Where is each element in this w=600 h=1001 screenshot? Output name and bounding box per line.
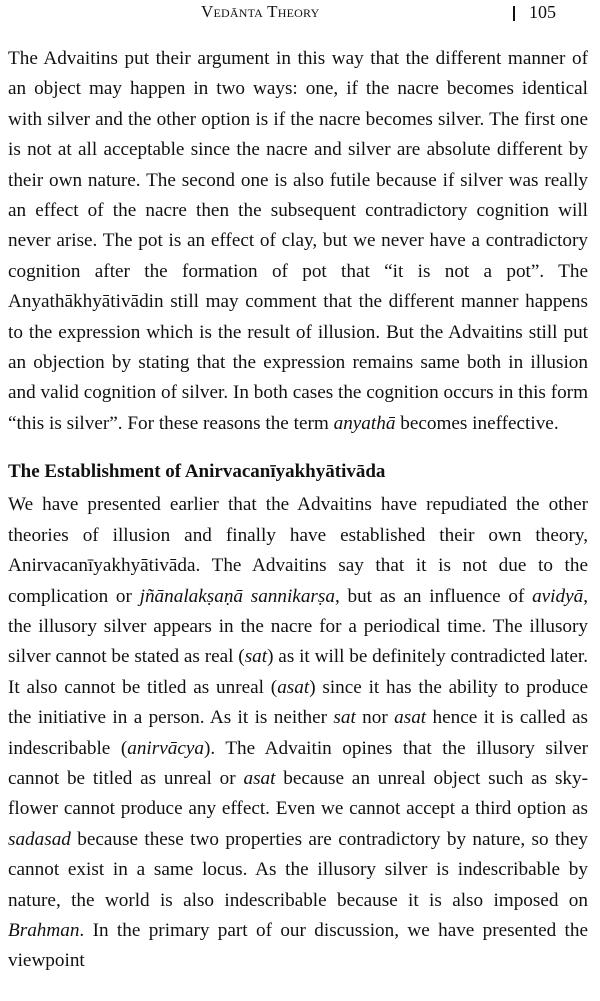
paragraph-advaitin-argument: The Advaitins put their argument in this way that the different manner of an object may happen in two ways: one, if the nacre becomes identical with silver and the other option is if the nacre becomes silver. The first one is not at all acceptable since the nacre and silver are absolute different by their own nature. The second one is also futile because if silver was really an effect of the nacre then the subsequent contradictory cognition will never arise. The pot is an effect of clay, but we never have a contradictory cognition after the formation of pot that “it is not a pot”. The Anyathākhyātivādin still may comment that the different manner happens to the expression which is the result of illusion. But the Advaitins still put an objection by stating that the expression remains same both in illusion and valid cognition of silver. In both cases the cognition occurs in this form “this is silver”. For these reasons the term anyathā becomes ineffective. bbox=[8, 48, 588, 434]
italic-term: anirvācya bbox=[127, 737, 204, 759]
italic-term: sat bbox=[244, 646, 268, 668]
header-divider bbox=[513, 6, 515, 21]
italic-term: jñānalakṣaṇā sannikarṣa bbox=[139, 585, 335, 607]
italic-term: asat bbox=[243, 767, 276, 789]
italic-term: Brahman bbox=[8, 919, 80, 941]
paragraph-anirvacaniyakhyativada: We have presented earlier that the Advaitins have repudiated the other theories of illusion and finally have established their own theory, Anirvacanīyakhyātivāda. The Advaitins say that it is not due to the complication or jñānalakṣaṇā sannikarṣa, but as an influence of avidyā, the illusory silver appears in the nacre for a periodical time. The illusory silver cannot be stated as real (sat) as it will be definitely contradicted later. It also cannot be titled as unreal (asat) since it has the ability to produce the initiative in a person. As it is neither sat nor asat hence it is called as indescribable (anirvācya). The Advaitin opines that the illusory silver cannot be titled as unreal or asat because an unreal object such as sky-flower cannot produce any effect. Even we cannot accept a third option as sadasad because these two properties are contradictory by nature, so they cannot exist in a same locus. As the illusory silver is indescribable by nature, the world is also indescribable because it is also imposed on Brahman. In the primary part of our discussion, we have presented the viewpoint bbox=[8, 494, 589, 972]
section-heading: The Establishment of Anirvacanīyakhyātivāda bbox=[8, 461, 386, 483]
italic-term: sadasad bbox=[8, 828, 71, 850]
italic-term: anyathā bbox=[333, 412, 396, 434]
italic-term: asat bbox=[394, 707, 427, 729]
page-header bbox=[8, 0, 588, 30]
italic-term: sat bbox=[333, 707, 356, 729]
page-number: 105 bbox=[529, 2, 556, 22]
italic-term: avidyā bbox=[532, 585, 584, 607]
running-title: Vedānta Theory bbox=[201, 2, 320, 21]
italic-term: asat bbox=[277, 676, 310, 698]
